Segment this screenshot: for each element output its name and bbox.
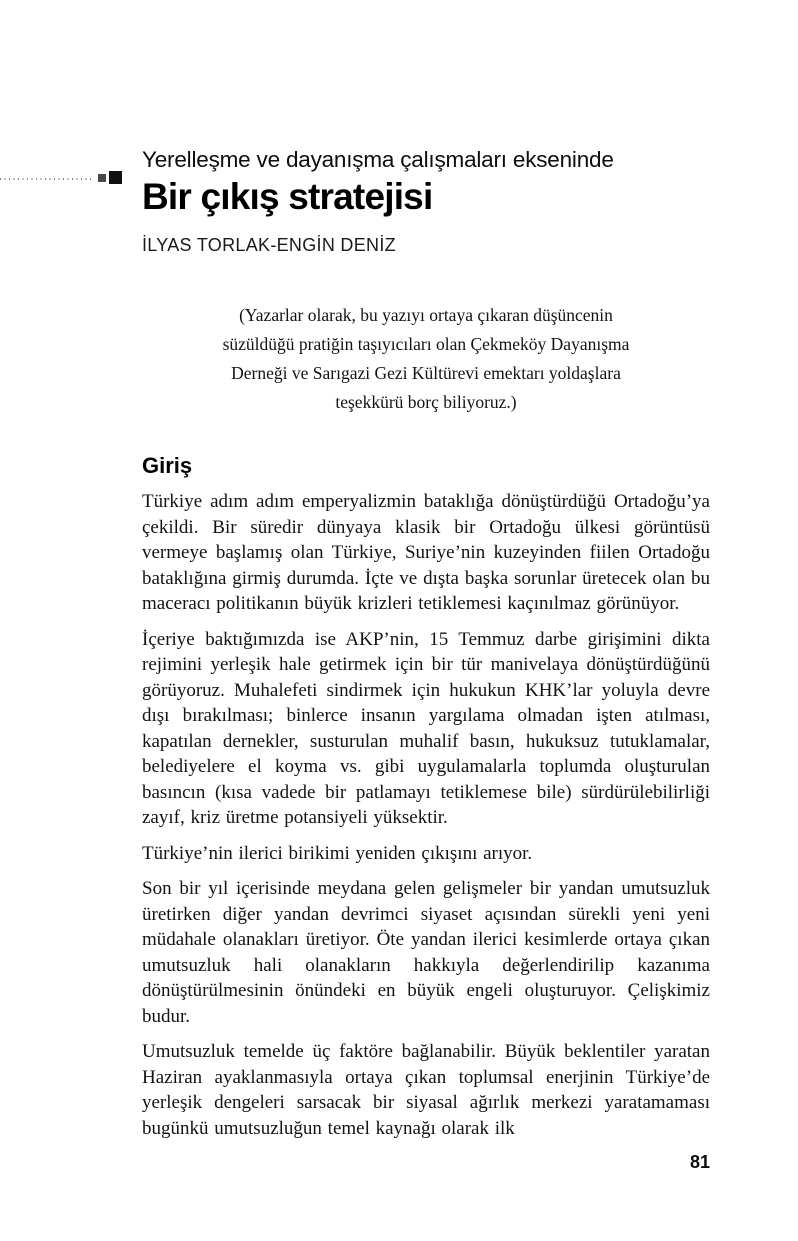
article-title: Bir çıkış stratejisi: [142, 176, 433, 217]
article-kicker: Yerelleşme ve dayanışma çalışmaları ekseninde: [142, 147, 614, 172]
dedication-note: [142, 301, 710, 417]
dedication-line: süzüldüğü pratiğin taşıyıcıları olan Çekmeköy Dayanışma: [222, 334, 630, 354]
article-content: [142, 146, 710, 1141]
article-authors: İLYAS TORLAK-ENGİN DENİZ: [142, 235, 396, 255]
page-number: 81: [689, 1152, 710, 1172]
paragraph: Türkiye adım adım emperyalizmin bataklığa dönüştürdüğü Ortadoğu’ya çekildi. Bir süredir dünyaya klasik bir Ortadoğu ülkesi görüntüsü vermeye başlamış olan Türkiye, Suriye’nin kuzeyinden fiilen Ortadoğu bataklığına girmiş durumda. İçte ve dışta başka sorunlar üretecek olan bu maceracı politikanın büyük krizleri tetiklemesi kaçınılmaz görünüyor.: [142, 491, 710, 614]
margin-dotted-line: [0, 178, 94, 180]
dedication-line: teşekkürü borç biliyoruz.): [335, 392, 517, 412]
paragraph: Umutsuzluk temelde üç faktöre bağlanabilir. Büyük beklentiler yaratan Haziran ayaklanmasıyla ortaya çıkan toplumsal enerjinin Türkiye’de yerleşik dengeleri sarsacak bir siyasal ağırlık merkezi yaratamaması bugünkü umutsuzluğun temel kaynağı olarak ilk: [142, 1041, 710, 1139]
large-square-marker: [109, 171, 122, 184]
small-square-marker: [98, 174, 106, 182]
body-text: [142, 489, 710, 1141]
dedication-line: (Yazarlar olarak, bu yazıyı ortaya çıkaran düşüncenin: [239, 305, 613, 325]
paragraph: Son bir yıl içerisinde meydana gelen gelişmeler bir yandan umutsuzluk üretirken diğer yandan devrimci siyaset açısından sürekli yeni yeni müdahale olanakları üretiyor. Öte yandan ilerici kesimlerde ortaya çıkan umutsuzluk hali olanakların hakkıyla değerlendirilip kazanıma dönüştürülmesinin önündeki en büyük engeli oluşturuyor. Çelişkimiz budur.: [142, 878, 710, 1027]
dedication-line: Derneği ve Sarıgazi Gezi Kültürevi emektarı yoldaşlara: [231, 363, 621, 383]
section-heading: Giriş: [142, 453, 193, 478]
paragraph: Türkiye’nin ilerici birikimi yeniden çıkışını arıyor.: [142, 842, 533, 864]
paragraph: İçeriye baktığımızda ise AKP’nin, 15 Temmuz darbe girişimini dikta rejimini yerleşik hale getirmek için bir tür manivelaya dönüştürdüğünü görüyoruz. Muhalefeti sindirmek için hukukun KHK’lar yoluyla devre dışı bırakılması; binlerce insanın yargılama olmadan işten atılması, kapatılan dernekler, susturulan muhalif basın, hukuksuz tutuklamalar, belediyelere el koyma vs. gibi uygulamalarla toplumda oluşturulan basıncın (kısa vadede bir patlamayı tetiklemese bile) sürdürülebilirliği zayıf, kriz üretme potansiyeli yüksektir.: [142, 628, 710, 828]
